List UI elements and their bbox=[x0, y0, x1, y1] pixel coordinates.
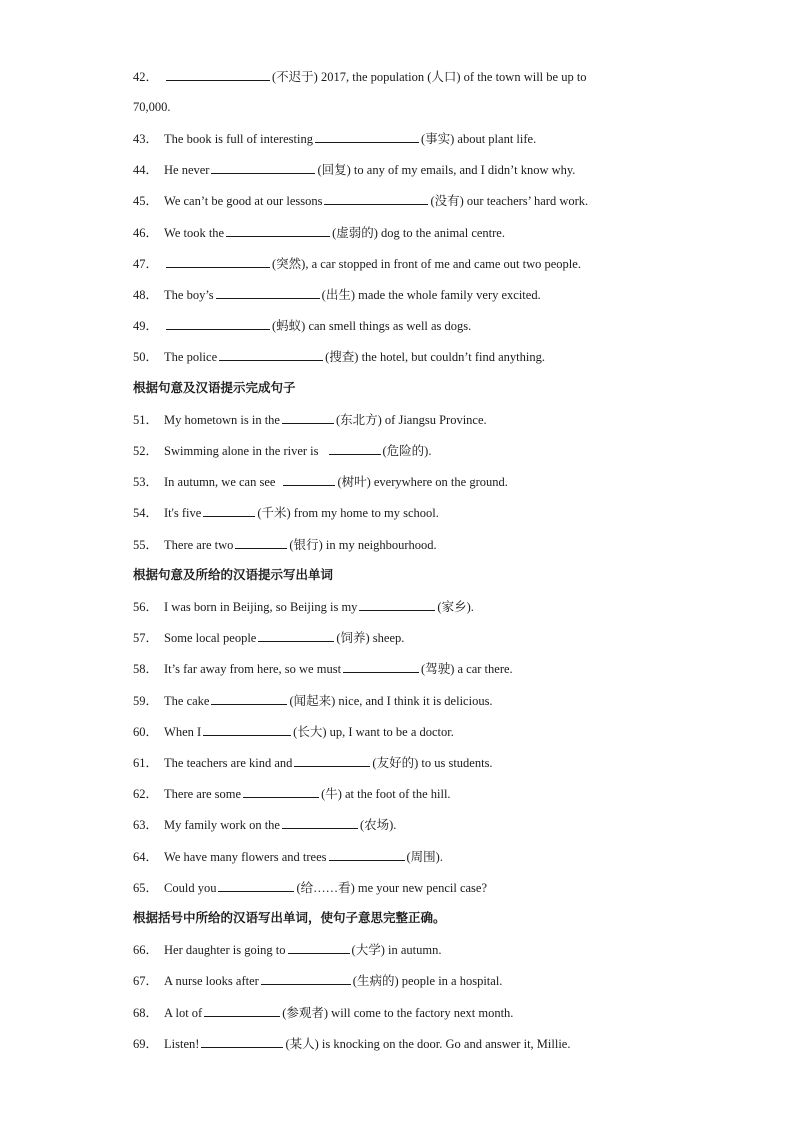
question-50: 50． The police (搜查) the hotel, but couldn’t find anything. bbox=[133, 347, 734, 366]
question-57: 57． Some local people (饲养) sheep. bbox=[133, 628, 734, 647]
question-68: 68． A lot of (参观者) will come to the factory next month. bbox=[133, 1003, 734, 1022]
answer-blank[interactable] bbox=[315, 129, 419, 143]
answer-blank[interactable] bbox=[201, 1034, 283, 1048]
answer-blank[interactable] bbox=[343, 659, 419, 673]
answer-blank[interactable] bbox=[283, 472, 335, 486]
question-69: 69． Listen! (某人) is knocking on the door. Go and answer it, Millie. bbox=[133, 1034, 734, 1053]
answer-blank[interactable] bbox=[282, 815, 358, 829]
question-47: 47． (突然), a car stopped in front of me and came out two people. bbox=[133, 254, 734, 273]
question-42-continued: 70,000. bbox=[133, 100, 171, 114]
answer-blank[interactable] bbox=[204, 1003, 280, 1017]
answer-blank[interactable] bbox=[282, 410, 334, 424]
question-46: 46． We took the (虚弱的) dog to the animal centre. bbox=[133, 223, 734, 242]
answer-blank[interactable] bbox=[294, 753, 370, 767]
question-67: 67． A nurse looks after (生病的) people in a hospital. bbox=[133, 971, 734, 990]
section-heading: 根据句意及汉语提示完成句子 bbox=[133, 380, 296, 395]
answer-blank[interactable] bbox=[218, 878, 294, 892]
question-44: 44． He never (回复) to any of my emails, and I didn’t know why. bbox=[133, 160, 734, 179]
answer-blank[interactable] bbox=[243, 784, 319, 798]
answer-blank[interactable] bbox=[211, 691, 287, 705]
answer-blank[interactable] bbox=[166, 316, 270, 330]
question-54: 54． It's five (千米) from my home to my school. bbox=[133, 503, 734, 522]
question-48: 48． The boy’s (出生) made the whole family very excited. bbox=[133, 285, 734, 304]
answer-blank[interactable] bbox=[219, 347, 323, 361]
answer-blank[interactable] bbox=[226, 223, 330, 237]
answer-blank[interactable] bbox=[166, 254, 270, 268]
question-49: 49． (蚂蚁) can smell things as well as dogs. bbox=[133, 316, 734, 335]
answer-blank[interactable] bbox=[359, 597, 435, 611]
question-65: 65． Could you (给……看) me your new pencil case? bbox=[133, 878, 734, 897]
question-63: 63． My family work on the (农场). bbox=[133, 815, 734, 834]
question-61: 61． The teachers are kind and (友好的) to us students. bbox=[133, 753, 734, 772]
question-66: 66． Her daughter is going to (大学) in autumn. bbox=[133, 940, 734, 959]
question-62: 62． There are some (牛) at the foot of the hill. bbox=[133, 784, 734, 803]
section-heading: 根据句意及所给的汉语提示写出单词 bbox=[133, 567, 334, 582]
question-45: 45． We can’t be good at our lessons (没有) our teachers’ hard work. bbox=[133, 191, 734, 210]
answer-blank[interactable] bbox=[203, 722, 291, 736]
question-58: 58． It’s far away from here, so we must (驾驶) a car there. bbox=[133, 659, 734, 678]
answer-blank[interactable] bbox=[261, 971, 351, 985]
question-52: 52． Swimming alone in the river is (危险的). bbox=[133, 441, 734, 460]
question-59: 59． The cake (闻起来) nice, and I think it is delicious. bbox=[133, 691, 734, 710]
answer-blank[interactable] bbox=[288, 940, 350, 954]
answer-blank[interactable] bbox=[203, 503, 255, 517]
answer-blank[interactable] bbox=[329, 441, 381, 455]
question-51: 51． My hometown is in the (东北方) of Jiangsu Province. bbox=[133, 410, 734, 429]
answer-blank[interactable] bbox=[166, 67, 270, 81]
section-heading: 根据括号中所给的汉语写出单词，使句子意思完整正确。 bbox=[133, 910, 446, 925]
question-64: 64． We have many flowers and trees (周围). bbox=[133, 847, 734, 866]
answer-blank[interactable] bbox=[258, 628, 334, 642]
question-53: 53． In autumn, we can see (树叶) everywhere on the ground. bbox=[133, 472, 734, 491]
question-43: 43． The book is full of interesting (事实) about plant life. bbox=[133, 129, 734, 148]
question-56: 56． I was born in Beijing, so Beijing is my (家乡). bbox=[133, 597, 734, 616]
question-55: 55． There are two (银行) in my neighbourhood. bbox=[133, 535, 734, 554]
question-60: 60． When I (长大) up, I want to be a doctor. bbox=[133, 722, 734, 741]
answer-blank[interactable] bbox=[211, 160, 315, 174]
answer-blank[interactable] bbox=[329, 847, 405, 861]
answer-blank[interactable] bbox=[235, 535, 287, 549]
answer-blank[interactable] bbox=[324, 191, 428, 205]
question-42: 42． (不迟于) 2017, the population (人口) of the town will be up to bbox=[133, 67, 734, 86]
answer-blank[interactable] bbox=[216, 285, 320, 299]
